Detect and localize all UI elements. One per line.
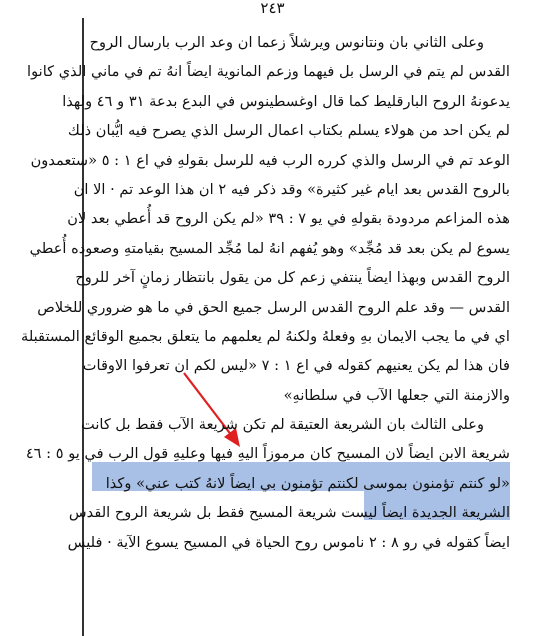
text-line: شريعة الابن ايضاً لان المسيح كان مرموزاً اليهِ فيها وعليهِ قول الرب في يو ٥ : ٤٦ (25, 445, 510, 463)
text-line: يدعونهُ الروح البارقليط كما قال اوغسطينوس في البدع بدعة ٣١ و ٤٦ ولهذا (62, 92, 510, 110)
text-line: لم يكن احد من هولاء يسلم بكتاب اعمال الرسل الذي يصرح فيه ايُّبان ذلك (67, 122, 510, 140)
page-number: ٢٤٣ (260, 0, 285, 17)
text-line: والازمنة التي جعلها الآب في سلطانهِ» (283, 386, 510, 404)
text-line: الشريعة الجديدة ايضاً ليست شريعة المسيح فقط بل شريعة الروح القدس (68, 504, 510, 522)
text-line: الروح القدس وبهذا ايضاً ينتفي زعم كل من يقول بانتظار زمانٍ آخر للروح (75, 269, 510, 287)
text-line: يسوع لم يكن بعد قد مُجِّد» وهو يُفهم انهُ لما مُجِّد المسيح بقيامتهِ وصعوده أُعطي (29, 239, 510, 257)
text-line: هذه المزاعم مردودة بقولهِ في يو ٧ : ٣٩ «لم يكن الروح قد أُعطي بعد لان (67, 210, 510, 228)
text-line: القدس — وقد علم الروح القدس الرسل جميع الحق في ما هو ضروري للخلاص (37, 298, 510, 316)
text-line: بالروح القدس بعد ايام غير كثيرة» وقد ذكر فيه ٢ ان هذا الوعد تم · الا ان (73, 180, 510, 198)
text-line: «لو كنتم تؤمنون بموسى لكنتم تؤمنون بي ايضاً لانهُ كتب عني» وكذا (105, 474, 510, 492)
text-line: اي في ما يجب الايمان بهِ وفعلهُ ولكنهُ لم يعلمهم ما يتعلق بجميع الوقائع المستقبلة (21, 327, 510, 345)
text-line: القدس لم يتم في الرسل بل فيهما وزعم المانوية ايضاً انهُ تم في ماني الذي كانوا (27, 63, 510, 81)
text-line: فان هذا لم يكن يعنيهم كقوله في اع ١ : ٧ «ليس لكم ان تعرفوا الاوقات (82, 357, 510, 375)
text-line: وعلى الثالث بان الشريعة العتيقة لم تكن شريعة الآب فقط بل كانت (80, 416, 484, 434)
text-line: الوعد تم في الرسل والذي كرره الرب فيه للرسل بقولهِ في اع ١ : ٥ «ستعمدون (30, 151, 510, 169)
text-line: ايضاً كقوله في رو ٨ : ٢ ناموس روح الحياة في المسيح يسوع الآية · فليس (67, 533, 510, 551)
text-line: وعلى الثاني بان ونتانوس ويرشلاً زعما ان وعد الرب بارسال الروح (89, 34, 484, 51)
page-text (21, 28, 510, 557)
